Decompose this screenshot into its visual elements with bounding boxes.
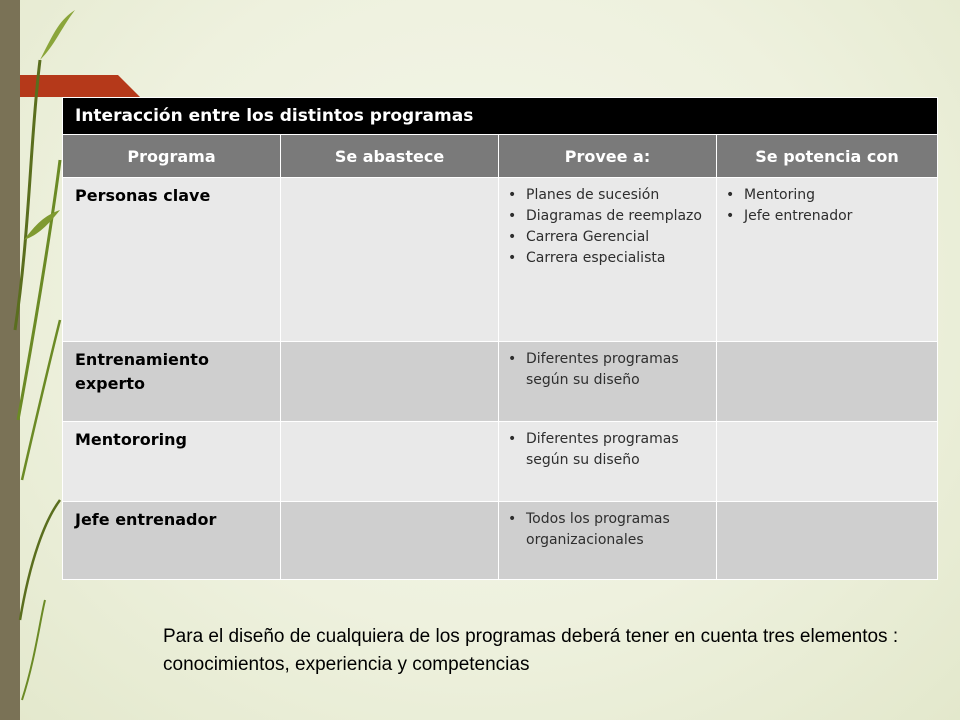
- leaf-2: [24, 210, 60, 240]
- abastece-cell: [281, 502, 499, 580]
- list-item: • Diferentes programas según su diseño: [526, 349, 709, 391]
- list-item: • Diagramas de reemplazo: [526, 206, 709, 227]
- header-se-potencia-con: Se potencia con: [717, 135, 938, 178]
- leaf-stem-4: [20, 500, 60, 620]
- programa-cell: Jefe entrenador: [63, 502, 281, 580]
- potencia-cell: [717, 178, 938, 342]
- table-header-row: [63, 135, 938, 178]
- provee-cell: [499, 342, 717, 422]
- provee-cell: [499, 178, 717, 342]
- provee-cell: [499, 502, 717, 580]
- programa-cell: Personas clave: [63, 178, 281, 342]
- provee-list: [500, 423, 715, 471]
- bottom-note: Para el diseño de cualquiera de los programas deberá tener en cuenta tres elementos : conocimientos, experiencia y competencias: [163, 626, 899, 675]
- left-accent-bar: [0, 0, 20, 720]
- list-item: • Carrera especialista: [526, 248, 709, 269]
- table-row: [63, 178, 938, 342]
- list-item: • Todos los programas organizacionales: [526, 509, 709, 551]
- header-programa: Programa: [63, 135, 281, 178]
- orange-tab-shape: [20, 75, 140, 97]
- leaf-stem-3: [22, 320, 60, 480]
- potencia-list: [718, 179, 936, 227]
- provee-list: [500, 179, 715, 269]
- header-provee-a: Provee a:: [499, 135, 717, 178]
- list-item: • Carrera Gerencial: [526, 227, 709, 248]
- abastece-cell: [281, 178, 499, 342]
- potencia-cell: [717, 502, 938, 580]
- table-title-row: [63, 98, 938, 135]
- potencia-cell: [717, 422, 938, 502]
- header-se-abastece: Se abastece: [281, 135, 499, 178]
- table-row: [63, 422, 938, 502]
- provee-cell: [499, 422, 717, 502]
- list-item: • Planes de sucesión: [526, 185, 709, 206]
- potencia-cell: [717, 342, 938, 422]
- list-item: • Jefe entrenador: [744, 206, 930, 227]
- provee-list: [500, 343, 715, 391]
- leaf-stem-2: [18, 160, 60, 420]
- programa-cell: Mentororing: [63, 422, 281, 502]
- table-row: [63, 502, 938, 580]
- leaf-1: [40, 10, 75, 60]
- leaf-stem-5: [22, 600, 45, 700]
- abastece-cell: [281, 422, 499, 502]
- table-row: [63, 342, 938, 422]
- list-item: • Diferentes programas según su diseño: [526, 429, 709, 471]
- programa-cell: Entrenamiento experto: [63, 342, 281, 422]
- list-item: • Mentoring: [744, 185, 930, 206]
- abastece-cell: [281, 342, 499, 422]
- programs-table: [62, 97, 938, 580]
- table-title: Interacción entre los distintos programas: [63, 98, 938, 135]
- provee-list: [500, 503, 715, 551]
